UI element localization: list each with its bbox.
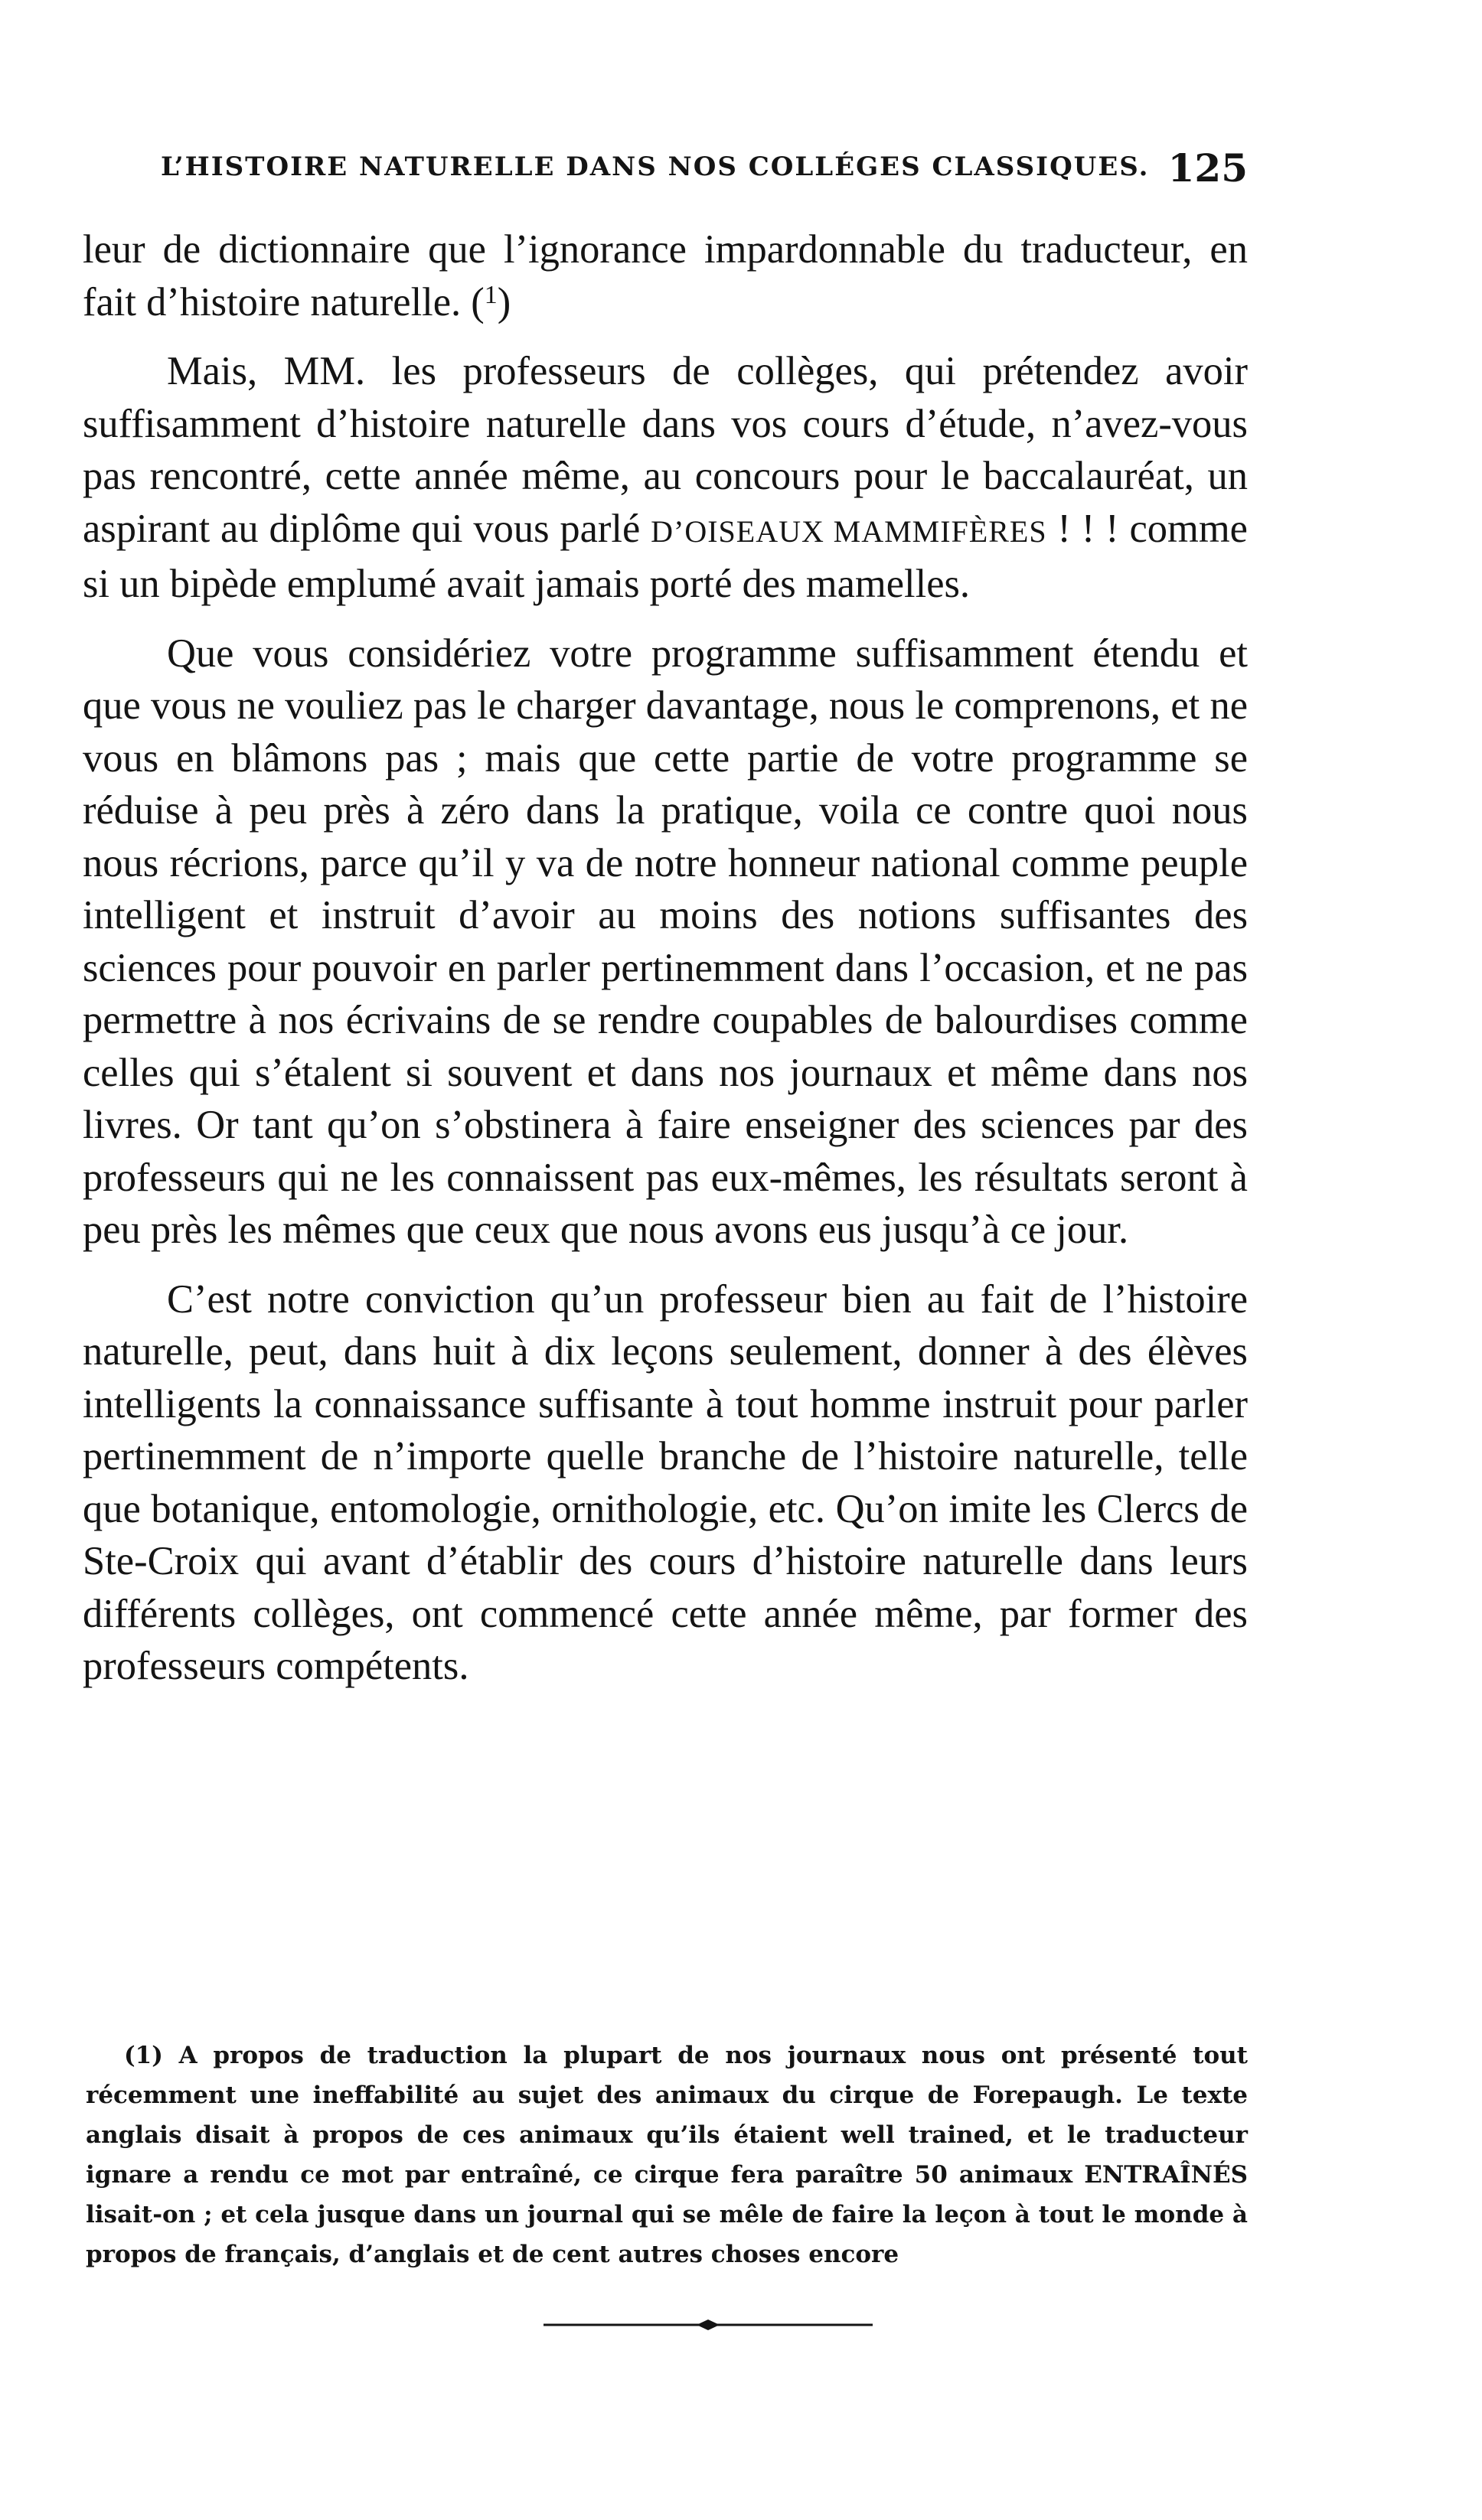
running-head: [161, 145, 1248, 199]
paragraph-1: [83, 223, 1248, 328]
paragraph-1-text: leur de dictionnaire que l’ignorance impardonnable du traducteur, en fait d’histoire naturelle. (: [83, 227, 1248, 324]
page-number: 125: [1167, 145, 1248, 191]
body-text: [83, 223, 1248, 1693]
footnote-paragraph: [86, 2036, 1248, 2274]
running-head-title: L’HISTOIRE NATURELLE DANS NOS COLLÉGES CLASSIQUES.: [161, 152, 1150, 182]
end-ornament-rule: [544, 2317, 873, 2333]
paragraph-2-text-end: ! ! ! comme si un bipède emplumé avait jamais porté des mamelles.: [83, 506, 1248, 606]
paragraph-3: Que vous considériez votre programme suffisamment étendu et que vous ne vouliez pas le charger davantage, nous le comprenons, et ne vous en blâmons pas ; mais que cette partie de votre programme se réduise à peu près à zéro dans la pratique, voila ce contre quoi nous nous récrions, parce qu’il y va de notre honneur national comme peuple intelligent et instruit d’avoir au moins des notions suffisantes des sciences pour pouvoir en parler pertinemment dans l’occasion, et ne pas permettre à nos écrivains de se rendre coupables de balourdises comme celles qui s’étalent si souvent et dans nos journaux et même dans nos livres. Or tant qu’on s’obstinera à faire enseigner des sciences par des professeurs qui ne les connaissent pas eux-mêmes, les résultats seront à peu près les mêmes que ceux que nous avons eus jusqu’à ce jour.: [83, 631, 1248, 1252]
paragraph-2-text-start: Mais, MM. les professeurs de collèges, qui prétendez avoir suffisamment d’histoire naturelle dans vos cours d’étude, n’avez-vous pas rencontré, cette année même, au concours pour le baccalauréat, un aspirant au diplôme qui vous parlé: [83, 349, 1248, 551]
footnote: [86, 2036, 1248, 2274]
paragraph-2-emphasis: D’OISEAUX MAMMIFÈRES: [651, 513, 1047, 549]
footnote-reference: 1: [484, 280, 498, 309]
footnote-label: (1): [124, 2042, 163, 2069]
paragraph-4: C’est notre conviction qu’un professeur bien au fait de l’histoire naturelle, peut, dans huit à dix leçons seulement, donner à des élèves intelligents la connaissance suffisante à tout homme instruit pour parler pertinemment de n’importe quelle branche de l’histoire naturelle, telle que botanique, entomologie, ornithologie, etc. Qu’on imite les Clercs de Ste-Croix qui avant d’établir des cours d’histoire naturelle dans leurs différents collèges, ont commencé cette année même, par former des professeurs compétents.: [83, 1276, 1248, 1688]
paragraph-1-close: ): [497, 279, 511, 324]
paragraph-2: [83, 345, 1248, 611]
footnote-text: A propos de traduction la plupart de nos journaux nous ont présenté tout récemment une ineffabilité au sujet des animaux du cirque de Forepaugh. Le texte anglais disait à propos de ces animaux qu’ils étaient well trained, et le traducteur ignare a rendu ce mot par entraîné, ce cirque fera paraître 50 animaux ENTRAÎNÉS lisait-on ; et cela jusque dans un journal qui se mêle de faire la leçon à tout le monde à propos de français, d’anglais et de cent autres choses encore: [86, 2042, 1249, 2268]
